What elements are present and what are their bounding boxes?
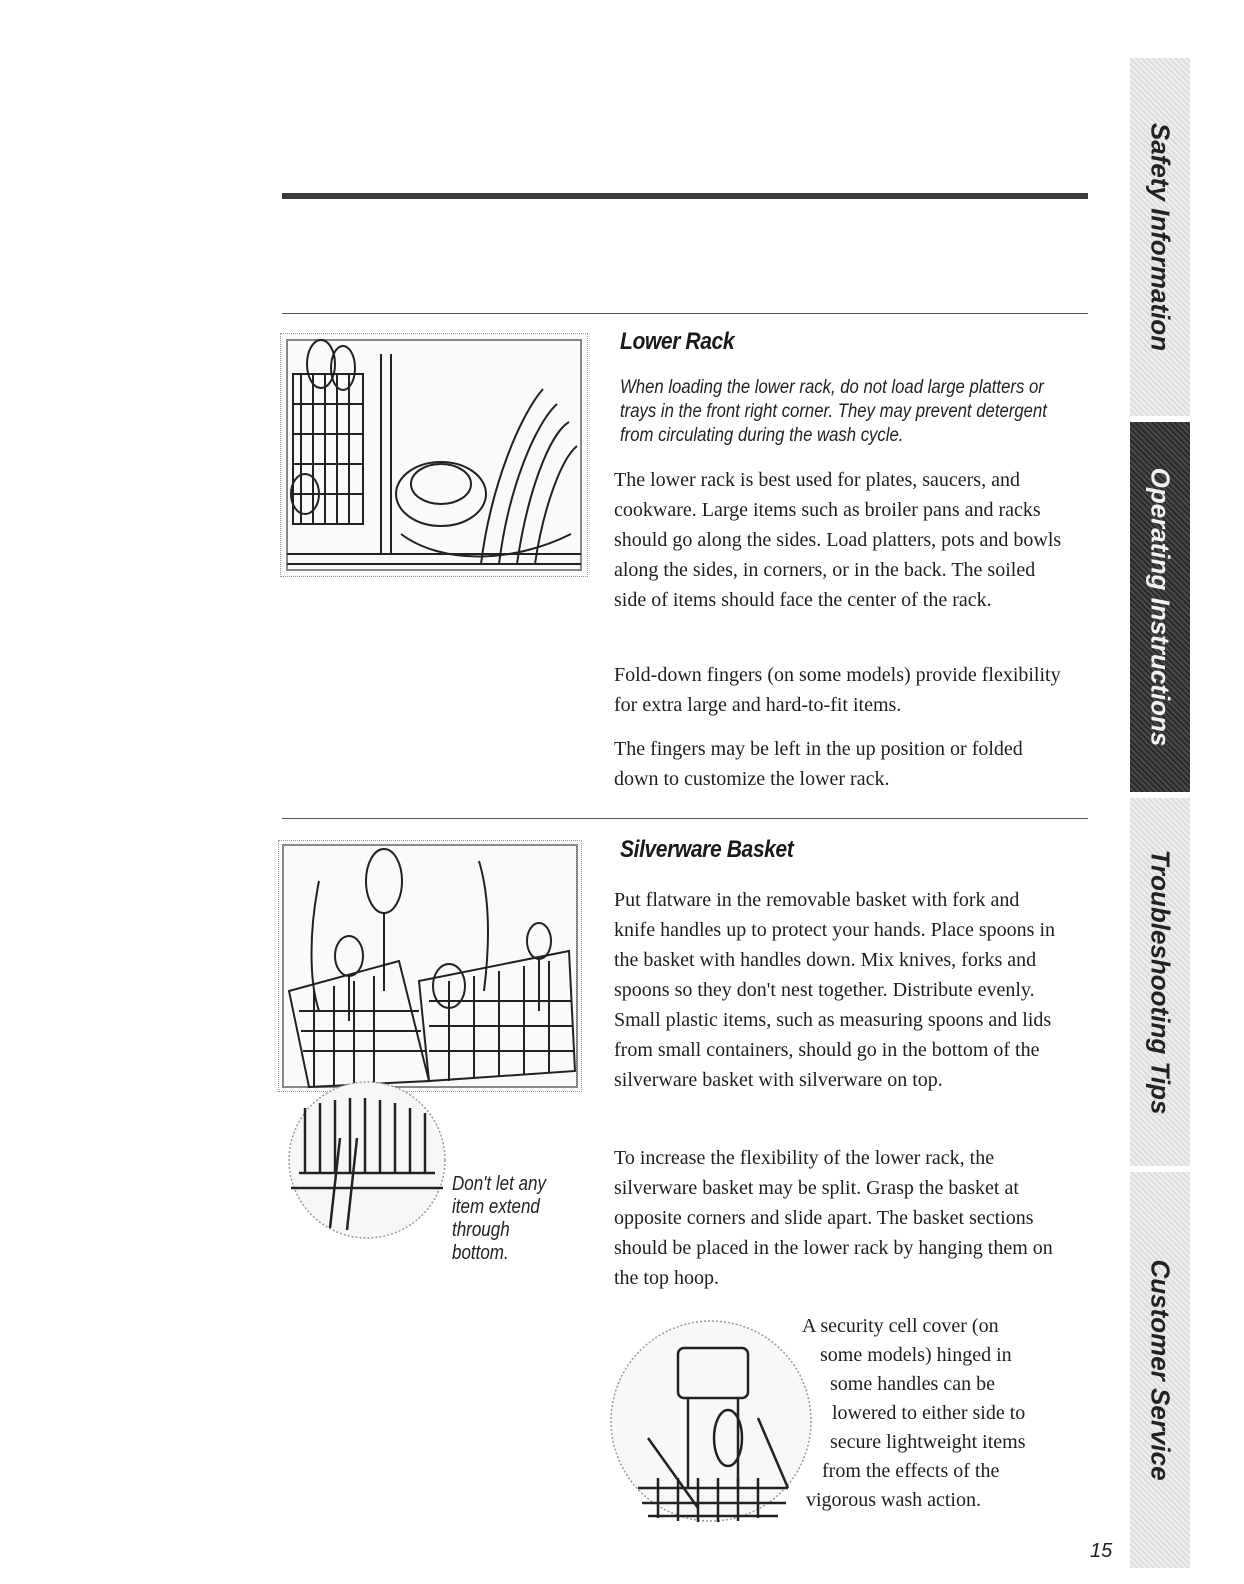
tab-operating-instructions-label: Operating Instructions [1145,467,1176,747]
top-rule [282,193,1088,199]
lower-rack-paragraph-3: The fingers may be left in the up position or folded down to customize the lower rack. [614,738,1023,790]
lower-rack-illustration [280,333,588,577]
lower-rack-paragraph-1: The lower rack is best used for plates, saucers, and cookware. Large items such as broiler pans and racks should go along the sides. Load platters, pots and bowls along the sides, in corners, or in the back. The soiled side of items should face the center of the rack. [614,469,1062,611]
silverware-paragraph-2: To increase the flexibility of the lower rack, the silverware basket may be split. Grasp the basket at opposite corners and slide apart. The basket sections should be placed in the lower rack by hanging them on the top hoop. [614,1147,1053,1289]
tab-safety-information[interactable] [1130,58,1190,416]
silverware-basket-illustration [278,840,582,1092]
section-divider-lower-rack [282,313,1088,314]
tab-customer-service-label: Customer Service [1145,1259,1176,1481]
tab-customer-service[interactable] [1130,1172,1190,1568]
bottom-detail-inset [285,1078,449,1242]
section-divider-silverware [282,818,1088,819]
lower-rack-paragraph-2: Fold-down fingers (on some models) provide flexibility for extra large and hard-to-fit items. [614,664,1061,716]
section-tab-bar [1130,58,1190,1568]
security-cover-line-2: some models) hinged in [820,1344,1012,1366]
security-cover-line-6: from the effects of the [822,1460,1000,1482]
security-cover-line-1: A security cell cover (on [802,1315,999,1337]
security-cell-cover-illustration [608,1318,814,1524]
security-cover-line-7: vigorous wash action. [806,1489,981,1511]
lower-rack-heading: Lower Rack [620,328,735,355]
tab-troubleshooting-tips[interactable] [1130,798,1190,1166]
silverware-paragraph-1: Put flatware in the removable basket with fork and knife handles up to protect your hands. Place spoons in the basket with handles down. Mix knives, forks and spoons so they don't nest together. Distribute evenly. Small plastic items, such as measuring spoons and lids from small containers, should go in the bottom of the silverware basket with silverware on top. [614,889,1056,1091]
through-bottom-callout: Don't let any item extend through bottom. [452,1173,546,1264]
security-cover-line-5: secure lightweight items [830,1431,1026,1453]
lower-rack-note: When loading the lower rack, do not load large platters or trays in the front right corner. They may prevent detergent from circulating during the wash cycle. [620,377,1047,446]
tab-operating-instructions[interactable] [1130,422,1190,792]
silverware-basket-heading: Silverware Basket [620,836,794,863]
security-cover-line-3: some handles can be [830,1373,995,1395]
page-number: 15 [1090,1540,1113,1562]
tab-safety-information-label: Safety Information [1145,122,1176,352]
security-cover-line-4: lowered to either side to [832,1402,1026,1424]
tab-troubleshooting-tips-label: Troubleshooting Tips [1145,849,1176,1115]
